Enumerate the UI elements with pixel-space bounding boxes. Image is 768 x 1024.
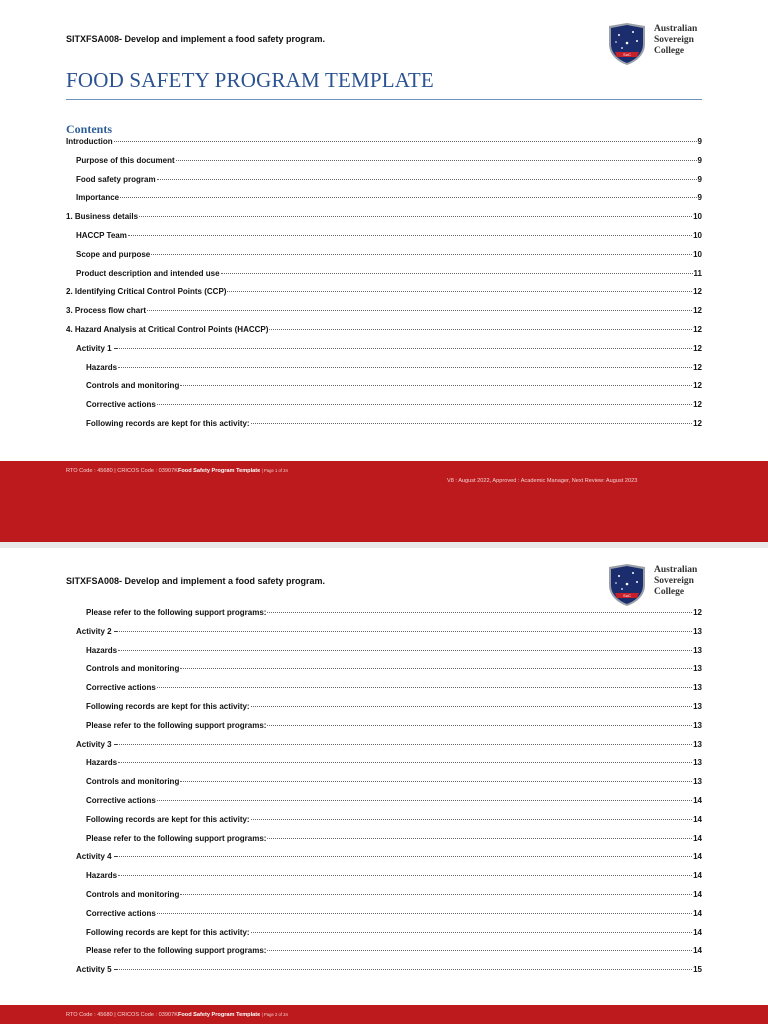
toc-entry[interactable]: [66, 400, 702, 419]
toc-entry-label: Please refer to the following support programs:: [86, 946, 267, 956]
toc-entry-label: Activity 5 –: [76, 965, 119, 975]
table-of-contents-continued: [66, 608, 702, 984]
toc-page-number: 12: [693, 381, 702, 391]
toc-dot-leader: [157, 913, 692, 914]
toc-entry-label: Controls and monitoring: [86, 381, 180, 391]
toc-page-number: 14: [693, 908, 702, 918]
toc-page-number: 14: [693, 927, 702, 937]
shield-icon: [607, 22, 647, 66]
toc-dot-leader: [180, 894, 692, 895]
toc-dot-leader: [267, 612, 692, 613]
toc-dot-leader: [221, 273, 693, 274]
toc-page-number: 12: [693, 400, 702, 410]
toc-entry[interactable]: [66, 381, 702, 400]
document-page-2: [0, 548, 768, 1024]
toc-entry-label: Food safety program: [76, 174, 156, 184]
toc-page-number: 14: [693, 852, 702, 862]
toc-entry-label: 1. Business details: [66, 212, 139, 222]
shield-icon: [607, 563, 647, 607]
toc-entry-label: Please refer to the following support programs:: [86, 608, 267, 617]
toc-entry-label: Importance: [76, 193, 120, 203]
footer-codes: RTO Code : 45680 | CRICOS Code : 03907KFood Safety Program Template | Page 2 of 34: [66, 1012, 288, 1018]
toc-entry[interactable]: [66, 608, 702, 627]
toc-entry-label: Activity 2 –: [76, 626, 119, 636]
toc-entry-label: 4. Hazard Analysis at Critical Control Points (HACCP): [66, 324, 269, 334]
toc-entry-label: Activity 3 –: [76, 739, 119, 749]
toc-entry-label: Product description and intended use: [76, 268, 220, 278]
toc-entry[interactable]: [66, 175, 702, 194]
toc-page-number: 14: [693, 889, 702, 899]
toc-entry[interactable]: [66, 928, 702, 947]
toc-dot-leader: [267, 838, 692, 839]
toc-entry[interactable]: [66, 269, 702, 288]
toc-page-number: 14: [693, 833, 702, 843]
toc-dot-leader: [251, 932, 693, 933]
toc-entry-label: Controls and monitoring: [86, 777, 180, 787]
toc-page-number: 12: [693, 362, 702, 372]
toc-page-number: 15: [693, 965, 702, 975]
toc-entry-label: Scope and purpose: [76, 249, 151, 259]
toc-page-number: 13: [693, 739, 702, 749]
toc-entry[interactable]: [66, 627, 702, 646]
toc-entry[interactable]: [66, 231, 702, 250]
footer-codes: RTO Code : 45680 | CRICOS Code : 03907KFood Safety Program Template | Page 1 of 34: [66, 468, 288, 474]
toc-entry[interactable]: [66, 834, 702, 853]
toc-dot-leader: [118, 367, 692, 368]
toc-dot-leader: [118, 875, 692, 876]
toc-entry-label: Corrective actions: [86, 795, 156, 805]
toc-entry[interactable]: [66, 758, 702, 777]
toc-entry[interactable]: [66, 646, 702, 665]
toc-page-number: 14: [693, 871, 702, 881]
unit-header: SITXFSA008- Develop and implement a food safety program.: [66, 34, 326, 44]
toc-entry-label: Corrective actions: [86, 683, 156, 693]
toc-entry[interactable]: [66, 871, 702, 890]
toc-dot-leader: [157, 179, 697, 180]
toc-page-number: 9: [697, 193, 702, 203]
toc-entry[interactable]: [66, 137, 702, 156]
toc-entry[interactable]: [66, 212, 702, 231]
toc-entry[interactable]: [66, 965, 702, 984]
toc-entry[interactable]: [66, 287, 702, 306]
toc-dot-leader: [119, 744, 692, 745]
toc-entry-label: Controls and monitoring: [86, 664, 180, 674]
toc-page-number: 10: [693, 249, 702, 259]
toc-entry[interactable]: [66, 325, 702, 344]
page-footer: [0, 1005, 768, 1024]
toc-dot-leader: [227, 291, 692, 292]
toc-entry[interactable]: [66, 815, 702, 834]
toc-dot-leader: [139, 216, 692, 217]
college-logo: [607, 563, 707, 607]
toc-dot-leader: [180, 385, 692, 386]
toc-entry-label: Purpose of this document: [76, 155, 175, 165]
toc-page-number: 13: [693, 777, 702, 787]
toc-page-number: 12: [693, 343, 702, 353]
toc-entry[interactable]: [66, 419, 702, 438]
toc-page-number: 13: [693, 758, 702, 768]
toc-page-number: 11: [693, 268, 702, 278]
toc-dot-leader: [269, 329, 692, 330]
toc-dot-leader: [157, 800, 692, 801]
toc-entry-label: Please refer to the following support programs:: [86, 720, 267, 730]
toc-entry-label: Hazards: [86, 645, 118, 655]
shield-badge-text: SoC: [623, 593, 631, 598]
toc-page-number: 10: [693, 212, 702, 222]
toc-page-number: 13: [693, 664, 702, 674]
toc-dot-leader: [120, 197, 696, 198]
toc-dot-leader: [119, 856, 692, 857]
toc-entry-label: 3. Process flow chart: [66, 306, 147, 316]
toc-dot-leader: [157, 687, 692, 688]
toc-entry-label: Hazards: [86, 871, 118, 881]
toc-entry[interactable]: [66, 344, 702, 363]
toc-entry-label: Activity 1 –: [76, 343, 119, 353]
college-logo: [607, 22, 707, 66]
toc-page-number: 12: [693, 418, 702, 428]
toc-page-number: 12: [693, 324, 702, 334]
toc-dot-leader: [114, 141, 697, 142]
toc-dot-leader: [267, 725, 692, 726]
toc-entry[interactable]: [66, 740, 702, 759]
toc-entry-label: Following records are kept for this activity:: [86, 701, 250, 711]
toc-dot-leader: [251, 819, 693, 820]
toc-page-number: 10: [693, 230, 702, 240]
toc-entry[interactable]: [66, 777, 702, 796]
toc-page-number: 13: [693, 645, 702, 655]
toc-page-number: 13: [693, 701, 702, 711]
toc-page-number: 12: [693, 287, 702, 297]
toc-dot-leader: [267, 950, 692, 951]
toc-entry-label: Please refer to the following support programs:: [86, 833, 267, 843]
toc-entry-label: Introduction: [66, 137, 113, 146]
toc-page-number: 9: [697, 174, 702, 184]
toc-entry[interactable]: [66, 156, 702, 175]
page-footer: [0, 461, 768, 542]
toc-entry[interactable]: [66, 721, 702, 740]
toc-entry[interactable]: [66, 683, 702, 702]
toc-dot-leader: [128, 235, 692, 236]
toc-page-number: 12: [693, 306, 702, 316]
toc-entry[interactable]: [66, 193, 702, 212]
toc-dot-leader: [147, 310, 692, 311]
toc-dot-leader: [118, 762, 692, 763]
toc-entry-label: Hazards: [86, 758, 118, 768]
toc-entry[interactable]: [66, 796, 702, 815]
toc-entry-label: Corrective actions: [86, 908, 156, 918]
toc-entry-label: Controls and monitoring: [86, 889, 180, 899]
toc-entry-label: Following records are kept for this activity:: [86, 418, 250, 428]
toc-entry[interactable]: [66, 946, 702, 965]
table-of-contents: [66, 137, 702, 438]
toc-page-number: 13: [693, 683, 702, 693]
toc-page-number: 13: [693, 626, 702, 636]
toc-page-number: 9: [697, 155, 702, 165]
toc-dot-leader: [119, 969, 692, 970]
toc-entry-label: Hazards: [86, 362, 118, 372]
toc-entry-label: Activity 4 –: [76, 852, 119, 862]
toc-dot-leader: [119, 348, 692, 349]
toc-dot-leader: [119, 631, 692, 632]
toc-entry[interactable]: [66, 890, 702, 909]
toc-dot-leader: [180, 781, 692, 782]
toc-entry-label: Corrective actions: [86, 400, 156, 410]
toc-entry[interactable]: [66, 363, 702, 382]
toc-page-number: 9: [697, 137, 702, 146]
toc-dot-leader: [157, 404, 692, 405]
toc-entry[interactable]: [66, 909, 702, 928]
toc-dot-leader: [251, 423, 693, 424]
toc-page-number: 14: [693, 946, 702, 956]
toc-entry[interactable]: [66, 702, 702, 721]
logo-wordmark: Australian Sovereign College: [654, 565, 698, 597]
toc-entry-label: Following records are kept for this activity:: [86, 927, 250, 937]
toc-entry-label: HACCP Team: [76, 230, 127, 240]
toc-page-number: 14: [693, 795, 702, 805]
toc-dot-leader: [118, 650, 692, 651]
toc-entry[interactable]: [66, 250, 702, 269]
footer-version: V8 : August 2022, Approved : Academic Manager, Next Review: August 2023: [447, 478, 638, 484]
toc-entry-label: Following records are kept for this activity:: [86, 814, 250, 824]
toc-dot-leader: [176, 160, 697, 161]
toc-entry[interactable]: [66, 852, 702, 871]
toc-page-number: 12: [693, 608, 702, 617]
contents-heading: Contents: [66, 122, 113, 136]
toc-entry[interactable]: [66, 664, 702, 683]
toc-dot-leader: [180, 668, 692, 669]
toc-page-number: 14: [693, 814, 702, 824]
document-title: FOOD SAFETY PROGRAM TEMPLATE: [66, 68, 702, 100]
toc-page-number: 13: [693, 720, 702, 730]
shield-badge-text: SoC: [623, 52, 631, 57]
toc-entry[interactable]: [66, 306, 702, 325]
logo-wordmark: Australian Sovereign College: [654, 24, 698, 56]
toc-dot-leader: [251, 706, 693, 707]
toc-dot-leader: [151, 254, 692, 255]
unit-header: SITXFSA008- Develop and implement a food safety program.: [66, 576, 326, 586]
toc-entry-label: 2. Identifying Critical Control Points (CCP): [66, 287, 227, 297]
